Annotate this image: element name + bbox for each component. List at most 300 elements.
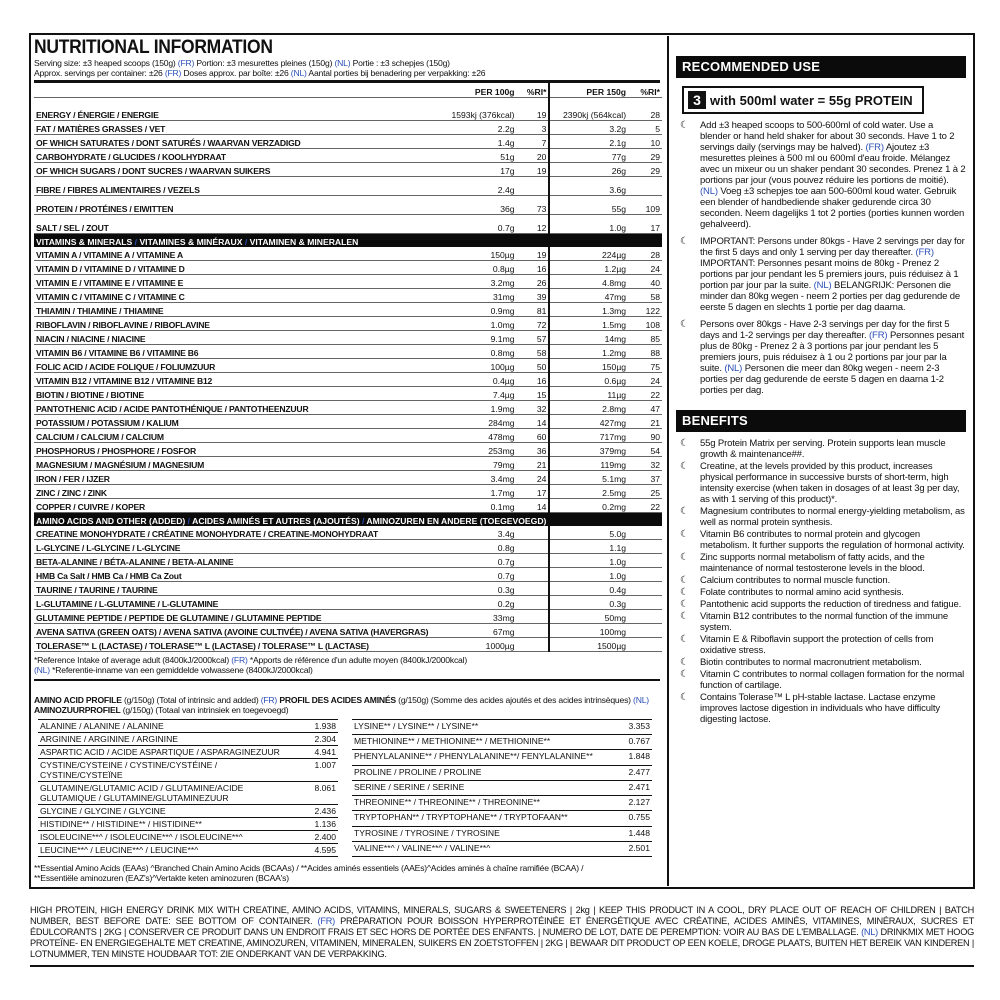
nutrient-v2: 0.2mg: [549, 499, 628, 513]
benefit-item: [680, 438, 966, 460]
benefit-item: [680, 552, 966, 574]
amino-value: 1.448: [608, 826, 652, 841]
nutrient-r1: [517, 582, 550, 596]
ri-footnote: *Reference Intake of average adult (8400kJ/2000kcal) (FR) *Apports de référence d'un adulte moyen (8400kJ/2000kcal) (NL) *Referentie-inname van een gemiddelde volwassene (8400kJ/2000kcal): [34, 655, 467, 675]
table-row: [34, 149, 662, 163]
benefits-list: [676, 438, 966, 725]
use-text-nl: BELANGRIJK: Personen die minder dan 80kg wegen - neem 2 porties per dag gedurende de eerste 5 dagen en slechts 1 portie per dag daarna.: [700, 280, 960, 313]
nutrient-v2: 2390kj (564kcal): [549, 98, 628, 121]
nutrient-v2: 1.3mg: [549, 303, 628, 317]
nutrient-v1: 1000µg: [435, 638, 517, 652]
use-text-en: IMPORTANT: Persons under 80kgs - Have 2 servings per day for the first 5 days and only 1 serving per day thereafter.: [700, 236, 965, 258]
nutrient-v1: 17g: [435, 163, 517, 177]
nutrient-v1: 31mg: [435, 289, 517, 303]
nutrient-label: BETA-ALANINE / BÉTA-ALANINE / BETA-ALANINE: [34, 554, 435, 568]
nutrient-r2: 90: [628, 429, 662, 443]
promo-text: with 500ml water = 55g PROTEIN: [710, 92, 913, 108]
nutrient-label: VITAMIN B6 / VITAMINE B6 / VITAMINE B6: [34, 345, 435, 359]
nutrient-v1: 2.4g: [435, 177, 517, 196]
nutrient-v2: 1.0g: [549, 568, 628, 582]
section-header-part: VITAMINEN & MINERALEN: [249, 237, 359, 247]
nutrient-r2: 25: [628, 485, 662, 499]
nutrient-label: CARBOHYDRATE / GLUCIDES / KOOLHYDRAAT: [34, 149, 435, 163]
benefit-text: Contains Tolerase™ L pH-stable lactase. Lactase enzyme improves lactose digestion in individuals who have difficulty digesting lactose.: [700, 692, 940, 725]
benefit-text: Creatine, at the levels provided by this product, increases physical performance in successive bursts of short-term, high intensity exercise (when taken in dosages of at least 3g per day, as with 1 serving of this product)*.: [700, 461, 960, 505]
nutrient-v1: 7.4µg: [435, 387, 517, 401]
nutrient-r1: 16: [517, 373, 550, 387]
nutrient-label: OF WHICH SATURATES / DONT SATURÉS / WAARVAN VERZADIGD: [34, 135, 435, 149]
amino-label: METHIONINE** / METHIONINE** / METHIONINE**: [352, 735, 608, 750]
amino-row: [352, 720, 652, 735]
serving-size: Serving size: ±3 heaped scoops (150g) (FR) Portion: ±3 mesurettes pleines (150g) (NL) Portie : ±3 schepjes (150g): [34, 58, 450, 68]
nutrient-r2: [628, 610, 662, 624]
bottom-rule: [30, 965, 974, 967]
nutrient-r2: 21: [628, 415, 662, 429]
nutrient-v2: 47mg: [549, 289, 628, 303]
table-row: [34, 499, 662, 513]
nutrient-v1: 1.7mg: [435, 485, 517, 499]
nutrient-v2: 1.0g: [549, 215, 628, 234]
amino-label: ALANINE / ALANINE / ALANINE: [38, 720, 294, 733]
amino-value: 2.127: [608, 796, 652, 811]
nutrient-r1: [517, 624, 550, 638]
amino-value: 2.400: [294, 831, 338, 844]
benefit-text: Biotin contributes to normal macronutrient metabolism.: [700, 657, 922, 668]
nutrient-v2: 1500µg: [549, 638, 628, 652]
nutrient-label: CALCIUM / CALCIUM / CALCIUM: [34, 429, 435, 443]
nutrient-v1: 1.0mg: [435, 317, 517, 331]
nutrient-label: BIOTIN / BIOTINE / BIOTINE: [34, 387, 435, 401]
fr-tag: (FR): [915, 247, 934, 258]
nutrient-v1: 3.4mg: [435, 471, 517, 485]
amino-profile-tables: [34, 719, 660, 857]
nutrient-v1: 51g: [435, 149, 517, 163]
moon-bullet-icon: ☾: [680, 552, 689, 563]
nutrient-v1: 0.4µg: [435, 373, 517, 387]
nutrient-r1: 17: [517, 485, 550, 499]
nutrient-v1: 1.9mg: [435, 401, 517, 415]
nutrient-v2: 379mg: [549, 443, 628, 457]
nutrition-title: NUTRITIONAL INFORMATION: [34, 37, 273, 58]
benefit-text: Vitamin B6 contributes to normal protein and glycogen metabolism. It further supports the regulation of hormonal activity.: [700, 529, 965, 551]
nutrient-r1: 19: [517, 163, 550, 177]
nutrient-label: ZINC / ZINC / ZINK: [34, 485, 435, 499]
nutrient-label: NIACIN / NIACINE / NIACINE: [34, 331, 435, 345]
nutrient-r1: 7: [517, 135, 550, 149]
nutrient-v2: 5.0g: [549, 526, 628, 540]
nutrient-r2: 88: [628, 345, 662, 359]
moon-bullet-icon: ☾: [680, 319, 689, 330]
benefit-item: [680, 529, 966, 551]
nutrient-v1: 0.9mg: [435, 303, 517, 317]
amino-row: [352, 765, 652, 780]
nutrient-r1: 16: [517, 261, 550, 275]
nutrient-v1: 3.4g: [435, 526, 517, 540]
nutrient-label: PHOSPHORUS / PHOSPHORE / FOSFOR: [34, 443, 435, 457]
section-header-part: AMINO ACIDS AND OTHER (ADDED): [36, 516, 186, 526]
benefit-text: Calcium contributes to normal muscle function.: [700, 575, 891, 586]
nutrient-v1: 0.8µg: [435, 261, 517, 275]
nutrient-r2: 29: [628, 149, 662, 163]
amino-profile-left: [38, 719, 338, 857]
amino-row: [352, 750, 652, 765]
column-header: PER 100g: [435, 83, 517, 98]
nutrient-v1: 1593kj (376kcal): [435, 98, 517, 121]
nutrient-r2: 17: [628, 215, 662, 234]
nutrient-r2: 24: [628, 373, 662, 387]
nutrient-label: CREATINE MONOHYDRATE / CRÉATINE MONOHYDRATE / CREATINE-MONOHYDRAAT: [34, 526, 435, 540]
nl-tag: (NL): [724, 363, 743, 374]
nutrient-r2: 75: [628, 359, 662, 373]
amino-label: THREONINE** / THREONINE** / THREONINE**: [352, 796, 608, 811]
table-row: [34, 177, 662, 196]
nutrient-label: L-GLUTAMINE / L-GLUTAMINE / L-GLUTAMINE: [34, 596, 435, 610]
nutrient-v1: 0.7g: [435, 568, 517, 582]
nutrient-v1: 0.8mg: [435, 345, 517, 359]
amino-value: 4.595: [294, 844, 338, 857]
nutrient-r2: 37: [628, 471, 662, 485]
amino-footnote: **Essential Amino Acids (EAAs) ^Branched Chain Amino Acids (BCAAs) / **Acides aminés essentiels (AAEs)^Acides aminés à chaîne ramifiée (BCAA) / **Essentiële aminozuren (EAZ's)^Vertakte keten aminozuren (BCAA's): [34, 863, 584, 883]
use-text-fr: IMPORTANT: Personnes pesant moins de 80kg - Prenez 2 portions par jour pendant les 5 premiers jours, puis réduisez à 1 portion par jour par la suite.: [700, 258, 959, 291]
amino-label: PHENYLALANINE** / PHENYLALANINE**/ FENYLALANINE**: [352, 750, 608, 765]
benefit-text: Pantothenic acid supports the reduction of tiredness and fatigue.: [700, 599, 962, 610]
nutrient-r1: [517, 526, 550, 540]
amino-row: [352, 826, 652, 841]
benefit-text: Vitamin C contributes to normal collagen formation for the normal function of cartilage.: [700, 669, 965, 691]
nutrient-r1: [517, 610, 550, 624]
amino-value: 1.848: [608, 750, 652, 765]
nutrient-r1: [517, 568, 550, 582]
amino-label: CYSTINE/CYSTEINE / CYSTINE/CYSTÉINE / CYSTINE/CYSTEÏNE: [38, 759, 294, 782]
nutrient-v2: 26g: [549, 163, 628, 177]
nutrient-v1: 3.2mg: [435, 275, 517, 289]
nutrient-r2: 47: [628, 401, 662, 415]
nutrient-label: RIBOFLAVIN / RIBOFLAVINE / RIBOFLAVINE: [34, 317, 435, 331]
nutrient-r1: 20: [517, 149, 550, 163]
nutrient-r2: [628, 624, 662, 638]
amino-label: SERINE / SERINE / SERINE: [352, 780, 608, 795]
table-row: [34, 457, 662, 471]
table-row: [34, 289, 662, 303]
nutrient-r2: [628, 568, 662, 582]
table-row: [34, 540, 662, 554]
table-row: [34, 568, 662, 582]
moon-bullet-icon: ☾: [680, 506, 689, 517]
benefit-text: 55g Protein Matrix per serving. Protein supports lean muscle growth & maintenance##.: [700, 438, 946, 460]
right-panel: [676, 56, 966, 726]
section-header-part: VITAMINES & MINÉRAUX: [139, 237, 243, 247]
fr-tag: (FR): [869, 330, 888, 341]
nutrient-v2: 2.5mg: [549, 485, 628, 499]
product-description: HIGH PROTEIN, HIGH ENERGY DRINK MIX WITH CREATINE, AMINO ACIDS, VITAMINS, MINERALS, SUGARS & SWEETENERS | 2kg | KEEP THIS PRODUCT IN A COOL, DRY PLACE OUT OF REACH OF CHILDREN | BATCH NUMBER, BEST BEFORE DATE: SEE BOTTOM OF CONTAINER. (FR) PRÉPARATION POUR BOISSON HYPERPROTÉINÉE ET ÉNERGÉTIQUE AVEC CRÉATINE, ACIDES AMINÉS, VITAMINES, MINÉRAUX, SUCRES ET ÉDULCORANTS | 2KG | CONSERVER CE PRODUIT DANS UN ENDROIT FRAIS ET SEC HORS DE PORTÉE DES ENFANTS. | NUMERO DE LOT, DATE DE PEREMPTION: VOIR AU BAS DE L'EMBALLAGE. (NL) DRINKMIX MET HOOG PROTEÏNE- EN ENERGIEGEHALTE MET CREATINE, AMINOZUREN, VITAMINEN, MINERALEN, SUIKERS EN ZOETSTOFFEN | 2KG | BEWAAR DIT PRODUCT OP EEN KOELE, DROGE PLAATS, BUITEN HET BEREIK VAN KINDEREN | LOTNUMMER, TEN MINSTE HOUDBAAR TOT: ZIE ONDERKANT VAN DE VERPAKKING.: [30, 905, 974, 959]
amino-profile-title: AMINO ACID PROFILE (g/150g) (Total of intrinsic and added) (FR) PROFIL DES ACIDES AMINÉS (g/150g) (Somme des acides ajoutés et des acides intrinsèques) (NL) AMINOZUURPROFIEL (g/150g) (Totaal van intrinsiek en toegevoegd): [34, 695, 649, 715]
table-row: [34, 196, 662, 215]
nutrient-r2: 58: [628, 289, 662, 303]
amino-label: HISTIDINE** / HISTIDINE** / HISTIDINE**: [38, 818, 294, 831]
nutrient-label: POTASSIUM / POTASSIUM / KALIUM: [34, 415, 435, 429]
section-header-part: VITAMINS & MINERALS: [36, 237, 133, 247]
nutrient-r2: 22: [628, 499, 662, 513]
table-row: [34, 610, 662, 624]
nutrient-label: THIAMIN / THIAMINE / THIAMINE: [34, 303, 435, 317]
nutrient-r1: [517, 638, 550, 652]
table-row: [34, 303, 662, 317]
amino-row: [352, 735, 652, 750]
nutrient-v2: 100mg: [549, 624, 628, 638]
nutrient-v1: 253mg: [435, 443, 517, 457]
nutrient-label: FAT / MATIÈRES GRASSES / VET: [34, 121, 435, 135]
section-rule: [34, 679, 660, 681]
nutrient-label: AVENA SATIVA (GREEN OATS) / AVENA SATIVA (AVOINE CULTIVÉE) / AVENA SATIVA (HAVERGRAS): [34, 624, 435, 638]
nutrient-r1: [517, 540, 550, 554]
table-row: [34, 275, 662, 289]
benefit-text: Magnesium contributes to normal energy-yielding metabolism, as well as normal protein synthesis.: [700, 506, 965, 528]
benefit-item: [680, 599, 966, 610]
amino-row: [38, 759, 338, 782]
separator: /: [185, 516, 193, 526]
table-row: [34, 247, 662, 261]
nutrient-r1: 19: [517, 98, 550, 121]
nutrient-v2: 50mg: [549, 610, 628, 624]
nutrient-label: FOLIC ACID / ACIDE FOLIQUE / FOLIUMZUUR: [34, 359, 435, 373]
amino-value: 1.136: [294, 818, 338, 831]
nutrient-r1: 72: [517, 317, 550, 331]
benefit-item: [680, 634, 966, 656]
nutrient-r2: [628, 554, 662, 568]
moon-bullet-icon: ☾: [680, 529, 689, 540]
nutrient-r1: 57: [517, 331, 550, 345]
table-row: [34, 121, 662, 135]
nutrient-v2: 5.1mg: [549, 471, 628, 485]
nutrient-r1: 50: [517, 359, 550, 373]
table-row: [34, 345, 662, 359]
table-row: [34, 317, 662, 331]
benefit-text: Folate contributes to normal amino acid synthesis.: [700, 587, 904, 598]
table-row: [34, 471, 662, 485]
nutrient-r2: 32: [628, 457, 662, 471]
amino-row: [38, 733, 338, 746]
header-blank: [34, 83, 435, 98]
nutrient-v2: 3.2g: [549, 121, 628, 135]
nutrient-v2: 1.1g: [549, 540, 628, 554]
amino-value: 2.471: [608, 780, 652, 795]
nutrient-v1: 36g: [435, 196, 517, 215]
moon-bullet-icon: ☾: [680, 120, 689, 131]
table-row: [34, 582, 662, 596]
table-row: [34, 331, 662, 345]
nutrient-v2: 77g: [549, 149, 628, 163]
nutrient-v2: 2.8mg: [549, 401, 628, 415]
nutrient-v1: 0.7g: [435, 554, 517, 568]
nutrient-v1: 79mg: [435, 457, 517, 471]
table-row: [34, 429, 662, 443]
section-header: [34, 513, 662, 527]
nutrient-v1: 67mg: [435, 624, 517, 638]
separator: /: [242, 237, 250, 247]
nutrient-r2: 85: [628, 331, 662, 345]
use-text-nl: Voeg ±3 schepjes toe aan 500-600ml koud water. Gebruik een blender of handbediende shaker gedurende circa 30 seconden. Neem dagelijks 1 tot 2 porties (porties kunnen worden gehalveerd).: [700, 186, 965, 230]
nutrient-r1: 32: [517, 401, 550, 415]
nutrient-label: VITAMIN E / VITAMINE E / VITAMINE E: [34, 275, 435, 289]
table-header-row: [34, 83, 662, 98]
nutrient-v2: 0.3g: [549, 596, 628, 610]
amino-value: 4.941: [294, 746, 338, 759]
nutrient-label: MAGNESIUM / MAGNÉSIUM / MAGNESIUM: [34, 457, 435, 471]
table-row: [34, 98, 662, 121]
nutrient-label: PROTEIN / PROTÉINES / EIWITTEN: [34, 196, 435, 215]
nutrient-v2: 119mg: [549, 457, 628, 471]
use-text-en: Persons over 80kgs - Have 2-3 servings per day for the first 5 days and 1-2 servings per day thereafter.: [700, 319, 950, 341]
nutrient-v2: 427mg: [549, 415, 628, 429]
amino-label: GLYCINE / GLYCINE / GLYCINE: [38, 805, 294, 818]
nutrient-label: HMB Ca Salt / HMB Ca / HMB Ca Zout: [34, 568, 435, 582]
nutrient-r1: 60: [517, 429, 550, 443]
benefit-item: [680, 692, 966, 725]
benefits-header: BENEFITS: [676, 410, 966, 432]
benefit-item: [680, 461, 966, 505]
nutrient-r1: [517, 596, 550, 610]
amino-value: 8.061: [294, 782, 338, 805]
nutrient-r2: 5: [628, 121, 662, 135]
nutrient-r2: [628, 526, 662, 540]
column-header: %RI*: [517, 83, 550, 98]
nutrient-v2: 3.6g: [549, 177, 628, 196]
amino-label: TYROSINE / TYROSINE / TYROSINE: [352, 826, 608, 841]
nutrition-table: [34, 83, 662, 652]
nutrient-label: FIBRE / FIBRES ALIMENTAIRES / VEZELS: [34, 177, 435, 196]
benefit-item: [680, 611, 966, 633]
nutrient-label: VITAMIN A / VITAMINE A / VITAMINE A: [34, 247, 435, 261]
table-row: [34, 215, 662, 234]
amino-label: ISOLEUCINE**^ / ISOLEUCINE**^ / ISOLEUCINE**^: [38, 831, 294, 844]
nutrient-v2: 717mg: [549, 429, 628, 443]
nutrient-label: TOLERASE™ L (LACTASE) / TOLERASE™ L (LACTASE) / TOLERASE™ L (LACTASE): [34, 638, 435, 652]
recommended-use-item: [680, 319, 966, 396]
nutrient-v1: 33mg: [435, 610, 517, 624]
table-row: [34, 387, 662, 401]
benefit-item: [680, 506, 966, 528]
amino-row: [352, 796, 652, 811]
column-header: %RI*: [628, 83, 662, 98]
nutrient-v1: 478mg: [435, 429, 517, 443]
amino-label: TRYPTOPHAN** / TRYPTOPHANE** / TRYPTOFAAN**: [352, 811, 608, 826]
nutrient-r2: 29: [628, 163, 662, 177]
nutrient-label: VITAMIN D / VITAMINE D / VITAMINE D: [34, 261, 435, 275]
nutrient-label: VITAMIN C / VITAMINE C / VITAMINE C: [34, 289, 435, 303]
nutrient-v2: 0.4g: [549, 582, 628, 596]
nutrient-v1: 9.1mg: [435, 331, 517, 345]
nutrient-r2: [628, 596, 662, 610]
scoop-count-icon: 3: [688, 91, 706, 109]
benefit-item: [680, 657, 966, 668]
nutrient-r2: 108: [628, 317, 662, 331]
nutrient-r1: 58: [517, 345, 550, 359]
moon-bullet-icon: ☾: [680, 236, 689, 247]
fr-tag: (FR): [865, 142, 884, 153]
use-text-en: Add ±3 heaped scoops to 500-600ml of cold water. Use a blender or hand held shaker for about 30 seconds. Have 1 to 2 servings daily (servings may be halved).: [700, 120, 955, 153]
nutrient-v1: 1.4g: [435, 135, 517, 149]
nutrient-r1: 24: [517, 471, 550, 485]
benefit-text: Vitamin E & Riboflavin support the protection of cells from oxidative stress.: [700, 634, 934, 656]
nutrient-r1: 3: [517, 121, 550, 135]
nutrient-v2: 14mg: [549, 331, 628, 345]
nutrient-r2: 40: [628, 275, 662, 289]
nutrient-r1: 26: [517, 275, 550, 289]
amino-row: [352, 811, 652, 826]
section-header-part: AMINOZUREN EN ANDERE (TOEGEVOEGD): [366, 516, 547, 526]
nutrition-panel: [34, 38, 660, 883]
nutrient-v1: 0.7g: [435, 215, 517, 234]
amino-row: [38, 818, 338, 831]
use-text-fr: Personnes pesant plus de 80kg - Prenez 2 à 3 portions par jour pendant les 5 premiers jours, puis réduisez à 1 ou 2 portions par jour par la suite.: [700, 330, 965, 374]
nutrient-r1: 39: [517, 289, 550, 303]
separator: /: [359, 516, 367, 526]
nutrient-r2: 10: [628, 135, 662, 149]
nutrient-v2: 1.0g: [549, 554, 628, 568]
column-header: PER 150g: [549, 83, 628, 98]
nutrient-r1: 14: [517, 499, 550, 513]
servings-per-container: Approx. servings per container: ±26 (FR) Doses approx. par boîte: ±26 (NL) Aantal porties bij benadering per verpakking: ±26: [34, 68, 486, 78]
table-row: [34, 373, 662, 387]
nutrient-r2: [628, 582, 662, 596]
benefit-text: Vitamin B12 contributes to the normal function of the immune system.: [700, 611, 948, 633]
nutrient-r1: [517, 554, 550, 568]
section-header-row: [34, 234, 662, 248]
amino-value: 2.477: [608, 765, 652, 780]
amino-label: VALINE**^ / VALINE**^ / VALINE**^: [352, 841, 608, 856]
nutrient-v2: 1.2mg: [549, 345, 628, 359]
nutrient-v2: 55g: [549, 196, 628, 215]
table-row: [34, 163, 662, 177]
nutrient-r2: 109: [628, 196, 662, 215]
nutrient-r2: [628, 177, 662, 196]
amino-value: 2.304: [294, 733, 338, 746]
nutrient-label: OF WHICH SUGARS / DONT SUCRES / WAARVAN SUIKERS: [34, 163, 435, 177]
table-row: [34, 135, 662, 149]
nutrient-r1: 14: [517, 415, 550, 429]
amino-row: [352, 841, 652, 856]
amino-value: 2.436: [294, 805, 338, 818]
nutrient-v1: 0.8g: [435, 540, 517, 554]
nutrient-r1: [517, 177, 550, 196]
nutrient-v1: 150µg: [435, 247, 517, 261]
amino-label: LEUCINE**^ / LEUCINE**^ / LEUCINE**^: [38, 844, 294, 857]
moon-bullet-icon: ☾: [680, 634, 689, 645]
table-row: [34, 359, 662, 373]
nutrient-v2: 0.6µg: [549, 373, 628, 387]
table-row: [34, 596, 662, 610]
nutrient-v1: 0.2g: [435, 596, 517, 610]
nutrient-label: IRON / FER / IJZER: [34, 471, 435, 485]
nutrient-v2: 1.5mg: [549, 317, 628, 331]
recommended-use-item: [680, 236, 966, 313]
nutrient-r2: [628, 638, 662, 652]
nl-tag: (NL): [813, 280, 832, 291]
amino-value: 1.938: [294, 720, 338, 733]
moon-bullet-icon: ☾: [680, 461, 689, 472]
nutrient-v2: 150µg: [549, 359, 628, 373]
table-row: [34, 415, 662, 429]
nutrient-v2: 224µg: [549, 247, 628, 261]
amino-value: 0.767: [608, 735, 652, 750]
moon-bullet-icon: ☾: [680, 611, 689, 622]
moon-bullet-icon: ☾: [680, 669, 689, 680]
nutrient-r1: 12: [517, 215, 550, 234]
amino-value: 0.755: [608, 811, 652, 826]
nutrient-v2: 1.2µg: [549, 261, 628, 275]
amino-row: [38, 746, 338, 759]
nutrient-r2: 28: [628, 247, 662, 261]
